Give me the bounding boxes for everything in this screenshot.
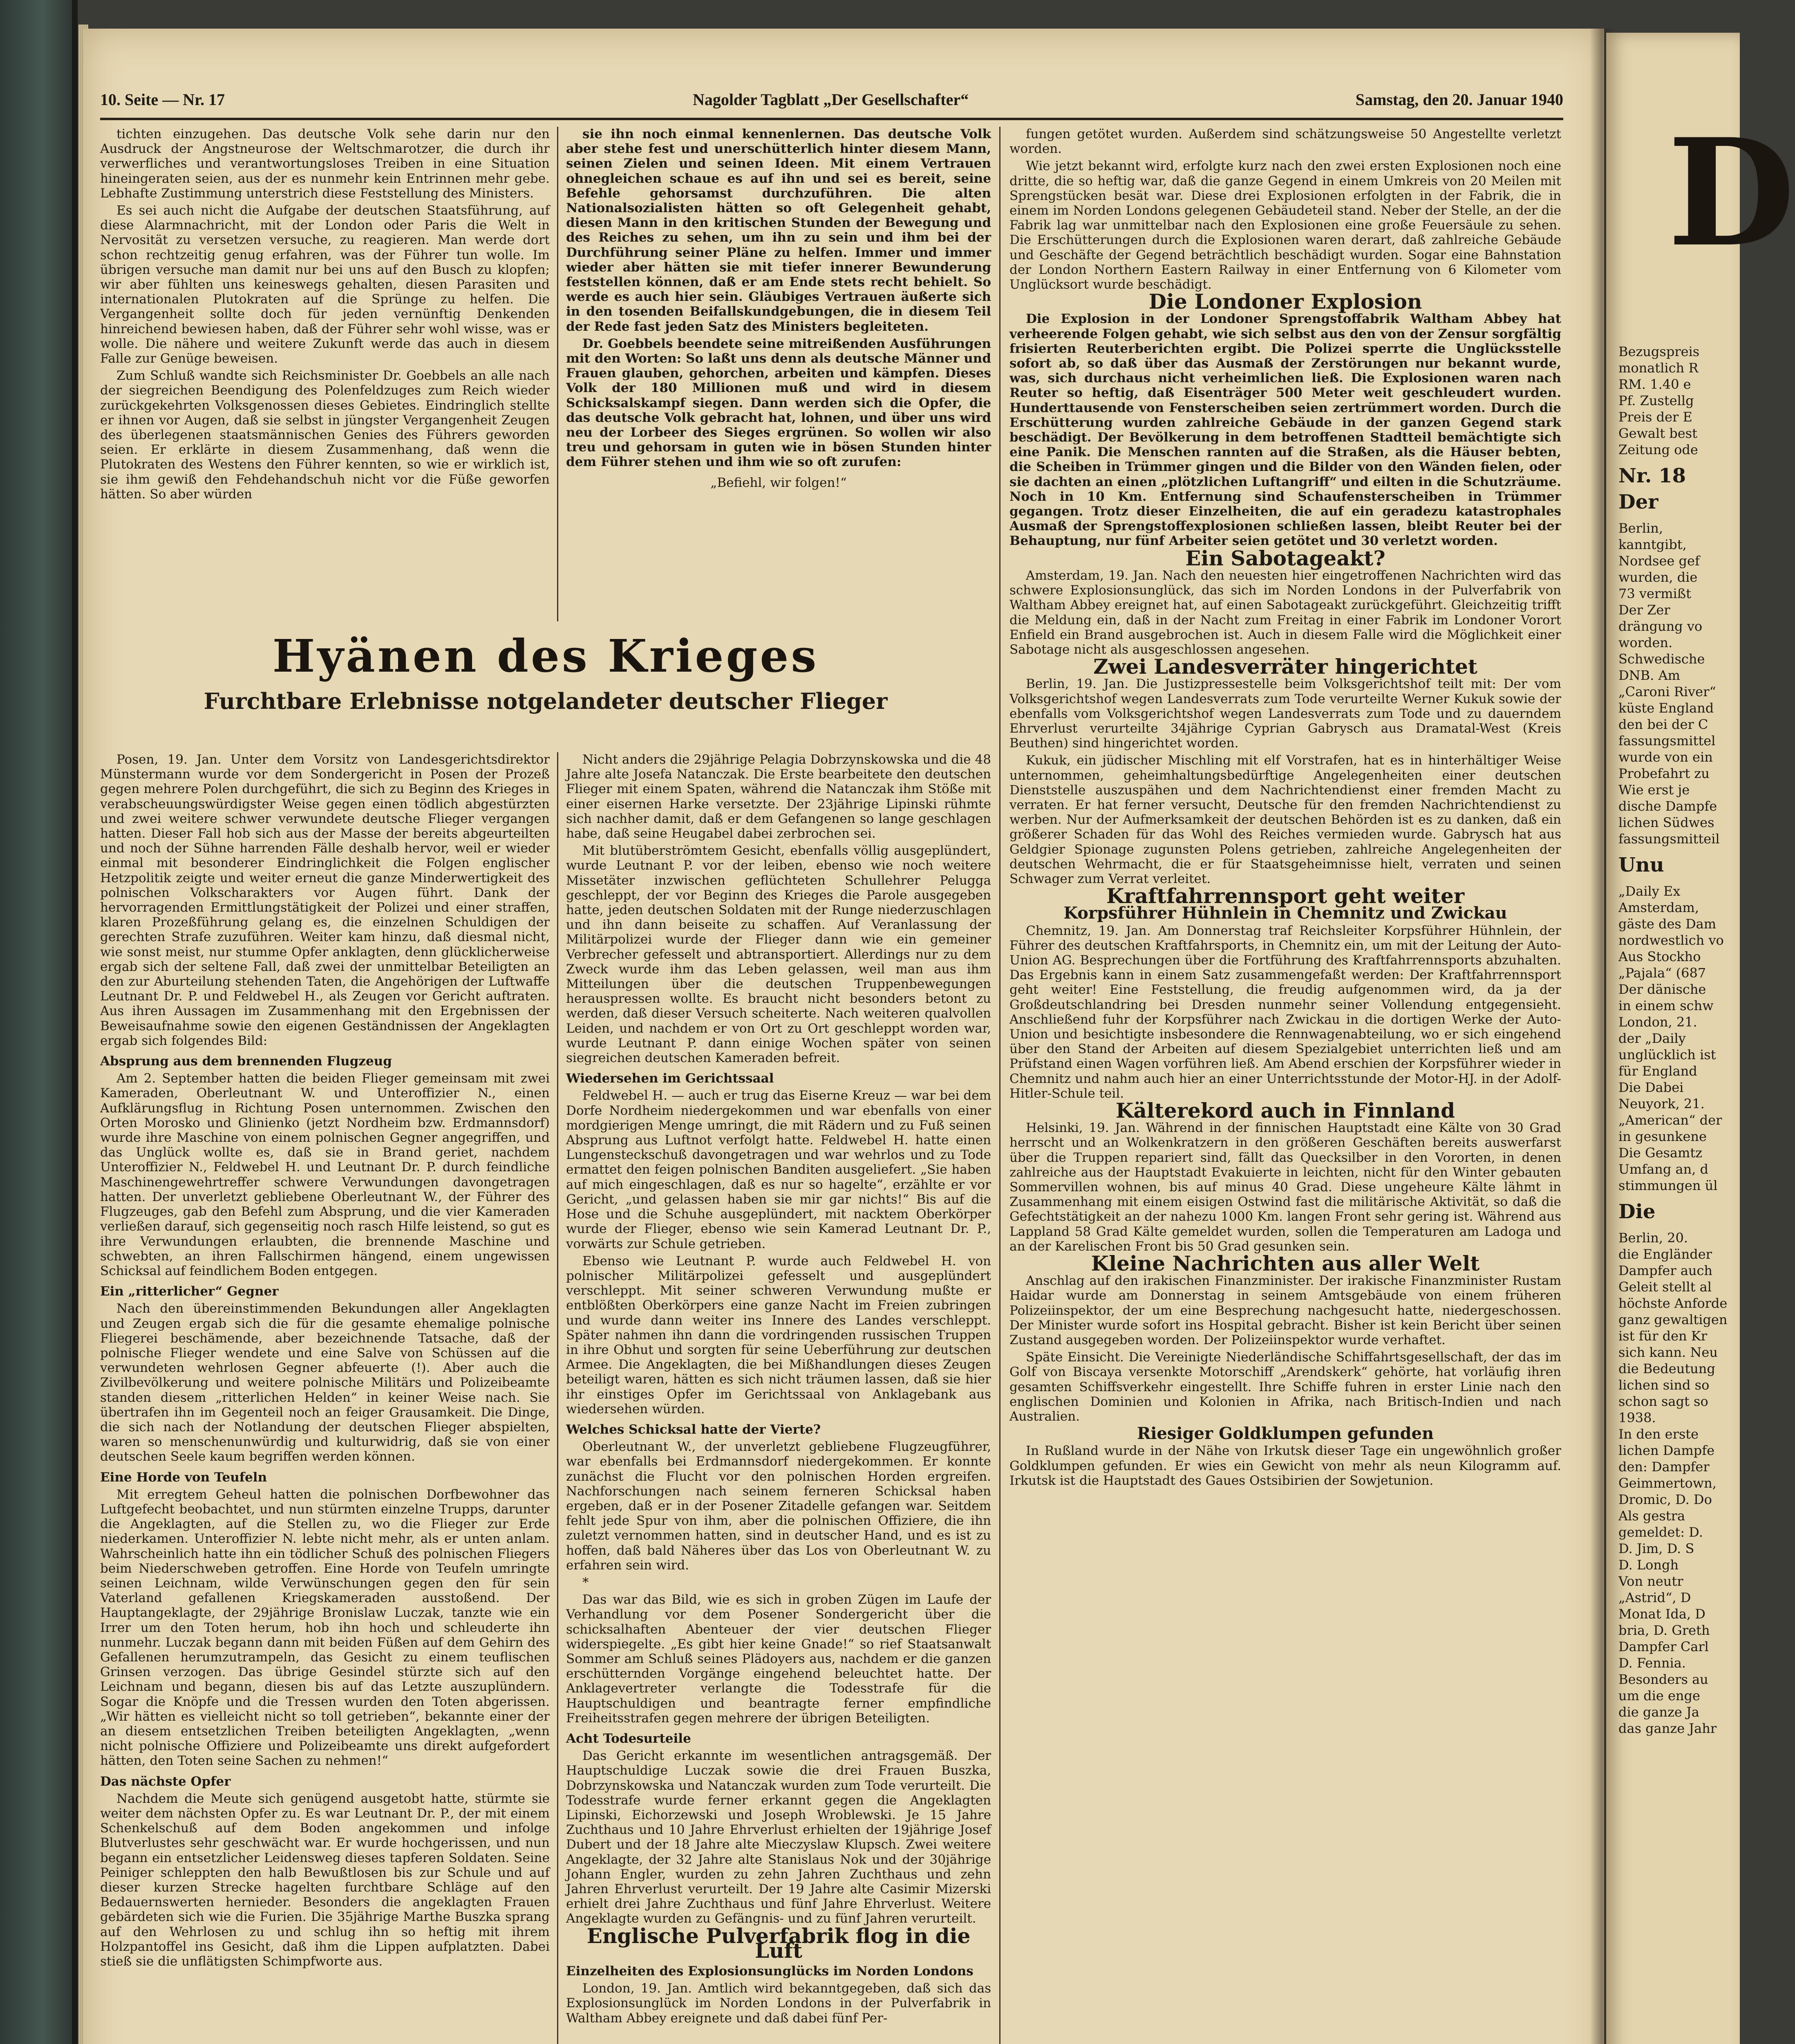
adjacent-text-line: Probefahrt zu bbox=[1618, 766, 1710, 781]
adjacent-text-line: Dampfer Carl bbox=[1618, 1639, 1709, 1654]
adjacent-page-text bbox=[1618, 343, 1727, 1737]
column-divider bbox=[557, 127, 558, 621]
adjacent-text-line: worden. bbox=[1618, 635, 1673, 650]
adjacent-text-line: Amsterdam, bbox=[1618, 900, 1699, 915]
section-subheading: Welches Schicksal hatte der Vierte? bbox=[566, 1422, 821, 1437]
article-paragraph: Posen, 19. Jan. Unter dem Vorsitz von Landesgerichtsdirektor Münstermann wurde vor dem Sondergericht in Posen der Prozeß gegen mehrere Polen durchgeführt, die sich zu Beginn des Krieges in verabscheuungswürdigster Weise gegen einen tödlich abgestürzten und zwei weitere schwer verwundete deutsche Flieger vergangen hatten. Dieser Fall hob sich aus der Masse der bereits abgeurteilten und noch der Sühne harrenden Fälle deshalb hervor, weil er wieder einmal mit besonderer Eindringlichkeit die Folgen englischer Hetzpolitik zeigte und weiter erneut die ganze Minderwertigkeit des polnischen Volkscharakters vor Augen führt. Dank der hervorragenden Ermittlungstätigkeit der Polizei und einer straffen, klaren Prozeßführung gelang es, die einzelnen Schuldigen der gerechten Strafe zuzuführen. Weiter kam hinzu, daß diesmal nicht, wie sonst meist, nur stumme Opfer anklagten, denn glücklicherweise ergab sich der seltene Fall, daß zwei der unmittelbar Beteiligten an den zur Aburteilung stehenden Taten, die Angehörigen der Luftwaffe Leutnant Dr. P. und Feldwebel H., als Zeugen vor Gericht auftraten. Aus ihren Aussagen im Zusammenhang mit den Ergebnissen der Beweisaufnahme sowie den eigenen Geständnissen der Angeklagten ergab sich folgendes Bild: bbox=[100, 752, 550, 1048]
section-heading: Kälterekord auch in Finnland bbox=[1115, 1098, 1455, 1123]
adjacent-text-line: „Astrid“, D bbox=[1618, 1590, 1691, 1605]
adjacent-text-line: Preis der E bbox=[1618, 409, 1692, 425]
adjacent-text-line: Nr. 18 bbox=[1618, 464, 1686, 487]
adjacent-text-line: die ganze Ja bbox=[1618, 1704, 1699, 1720]
article-paragraph: Späte Einsicht. Die Vereinigte Niederländische Schiffahrtsgesellschaft, der das im Golf von Biscaya versenkte Motorschiff „Arendskerk“ gehörte, hat vorläufig ihren gesamten Schiffsverkehr eingestellt. Ihre Schiffe fuhren in erster Linie nach den englischen Dominien und Kolonien in Afrika, nach Britisch-Indien und nach Australien. bbox=[1009, 1350, 1561, 1424]
article-paragraph: Am 2. September hatten die beiden Flieger gemeinsam mit zwei Kameraden, Oberleutnant W. und Unteroffizier N., einen Aufklärungsflug in Richtung Posen unternommen. Zwischen den Orten Morosko und Glinienko (jetzt Nordheim bzw. Erdmannsdorf) wurde ihre Maschine von einem polnischen Gegner angegriffen, und das Unglück wollte es, daß sie in Brand geriet, nachdem Unteroffizier N., Feldwebel H. und Leutnant Dr. P. durch feindliche Maschinengewehrtreffer schwere Verwundungen davongetragen hatten. Der unverletzt gebliebene Oberleutnant W., der Führer des Flugzeuges, gab den Befehl zum Absprung, und die vier Kameraden verließen darauf, sich gegenseitig noch rasch Hilfe leistend, so gut es ihre Verwundungen erlaubten, die brennende Maschine und schwebten, an ihren Fallschirmen hängend, einem ungewissen Schicksal auf feindlichem Boden entgegen. bbox=[100, 1071, 550, 1278]
article-paragraph: In Rußland wurde in der Nähe von Irkutsk dieser Tage ein ungewöhnlich großer Goldklumpen gefunden. Er wies ein Gewicht von mehr als neun Kilogramm auf. Irkutsk ist die Hauptstadt des Gaues Ostsibirien der Sowjetunion. bbox=[1009, 1443, 1561, 1488]
adjacent-text-line: „Caroni River“ bbox=[1618, 684, 1716, 699]
section-subheading: Acht Todesurteile bbox=[566, 1731, 691, 1746]
adjacent-masthead-letter: D bbox=[1667, 106, 1795, 279]
adjacent-text-line: den bei der C bbox=[1618, 717, 1708, 732]
column-1-bottom bbox=[100, 752, 550, 2044]
article-paragraph: tichten einzugehen. Das deutsche Volk sehe darin nur den Ausdruck der Angstneurose der Weltschmarotzer, die durch ihr verwerfliches und verantwortungsloses Treiben in eine Situation hineingeraten seien, aus der es nunmehr kein Entrinnen mehr gebe. Lebhafte Zustimmung unterstrich diese Feststellung des Ministers. bbox=[100, 127, 550, 201]
adjacent-text-line: RM. 1.40 e bbox=[1618, 377, 1691, 392]
adjacent-page-fragment bbox=[1606, 33, 1795, 2044]
headline-subtitle: Furchtbare Erlebnisse notgelandeter deutscher Flieger bbox=[204, 688, 888, 714]
section-heading: Die Londoner Explosion bbox=[1148, 289, 1422, 314]
article-paragraph: Die Explosion in der Londoner Sprengstoffabrik Waltham Abbey hat verheerende Folgen gehabt, wie sich selbst aus den von der Zensur sorgfältig frisierten Reuterberichten ergibt. Die Polizei sperrte die Unglücksstelle sofort ab, so daß über das Ausmaß der Zerstörungen nur bekannt wurde, was, sich durchaus nicht verheimlichen ließ. Die Explosionen waren nach Reuter so heftig, daß Eisenträger 500 Meter weit geschleudert wurden. Hunderttausende von Fensterscheiben seien zertrümmert worden. Durch die Erschütterung wurden zahlreiche Gebäude in der ganzen Gegend stark beschädigt. Der Bevölkerung in dem betroffenen Stadtteil bemächtigte sich eine Panik. Die Menschen rannten auf die Straßen, als die Häuser bebten, die Scheiben in Trümmer gingen und die Bilder von den Wänden fielen, oder sie dachten an einen „plötzlichen Luftangriff“ und eilten in die Schutzräume. Noch in 10 Km. Entfernung sind Schaufensterscheiben in Trümmer gegangen. Trotz dieser Einzelheiten, die auf ein geradezu katastrophales Ausmaß der Sprengstoffexplosionen schließen lassen, bleibt Reuter bei der Behauptung, nur fünf Arbeiter seien getötet und 30 verletzt worden. bbox=[1009, 312, 1561, 549]
section-subheading: Ein „ritterlicher“ Gegner bbox=[100, 1284, 279, 1299]
adjacent-text-line: Die Gesamtz bbox=[1618, 1145, 1703, 1161]
adjacent-text-line: Der Zer bbox=[1618, 602, 1670, 618]
adjacent-text-line: Als gestra bbox=[1618, 1508, 1685, 1524]
article-paragraph: Berlin, 19. Jan. Die Justizpressestelle beim Volksgerichtshof teilt mit: Der vom Volksgerichtshof wegen Landesverrats zum Tode verurteilte Werner Kukuk sowie der ebenfalls vom Volksgerichtshof wegen Landesverrats zum Tode und zu dauerndem Ehrverlust verurteilte 34jährige Cyprian Gabrysch aus Dramatal-West (Kreis Beuthen) sind hingerichtet worden. bbox=[1009, 677, 1561, 751]
adjacent-text-line: höchste Anforde bbox=[1618, 1295, 1728, 1311]
adjacent-text-line: Dampfer auch bbox=[1618, 1263, 1713, 1278]
adjacent-text-line: Wie erst je bbox=[1618, 782, 1690, 798]
article-paragraph: Nach den übereinstimmenden Bekundungen aller Angeklagten und Zeugen ergab sich die für die gesamte ehemalige polnische Fliegerei beschämende, aber bezeichnende Tatsache, daß der polnische Flieger wendete und eine Salve von Schüssen auf die verwundeten wehrlosen Gegner abfeuerte (!). Aber auch die Zivilbevölkerung und weitere polnische Militärs und Polizeibeamte standen diesem „ritterlichen Helden“ in keiner Weise nach. Sie übertrafen ihn im Gegenteil noch an feiger Grausamkeit. Die Dinge, die sich nach der Notlandung der deutschen Flieger abspielten, waren so menschenunwürdig und kulturwidrig, daß sie von einer deutschen Seele kaum begriffen werden können. bbox=[100, 1301, 550, 1464]
article-paragraph: Nicht anders die 29jährige Pelagia Dobrzynskowska und die 48 Jahre alte Josefa Natanczak. Die Erste bearbeitete den deutschen Flieger mit einem Spaten, während die Natanczak ihm Stöße mit einer eisernen Harke versetzte. Der 23jährige Lipinski rühmte sich nachher damit, daß er dem Gefangenen so lange geschlagen habe, daß seine Heugabel dabei zerbrochen sei. bbox=[566, 752, 991, 841]
article-paragraph: Wie jetzt bekannt wird, erfolgte kurz nach den zwei ersten Explosionen noch eine dritte, die so heftig war, daß die ganze Gegend in einem Umkreis von 20 Meilen mit Sprengstücken besät war. Diese drei Explosionen erfolgten in der Fabrik, die in einem im Norden Londons gelegenen Gebäudeteil stand. Neber der Stelle, an der die Fabrik lag war unmittelbar nach den Explosionen eine große Feuersäule zu sehen. Die Erschütterungen durch die Explosionen waren derart, daß zahlreiche Gebäude und Geschäfte der Gegend beträchtlich beschädigt wurden. Sogar eine Bahnstation der London Northern Eastern Railway in einer Entfernung von 6 Kilometer vom Unglücksort wurde beschädigt. bbox=[1009, 159, 1561, 292]
adjacent-text-line: gäste des Dam bbox=[1618, 916, 1717, 932]
section-subheading: Wiedersehen im Gerichtssaal bbox=[566, 1071, 774, 1086]
article-paragraph: Mit erregtem Geheul hatten die polnischen Dorfbewohner das Luftgefecht beobachtet, und nun stürmten einzelne Trupps, darunter die Angeklagten, auf die Stellen zu, wo die Flieger zur Erde niederkamen. Unteroffizier N. lebte nicht mehr, als er unten anlam. Wahrscheinlich hatte ihn ein tödlicher Schuß des polnischen Fliegers beim Niederschweben getroffen. Eine Horde von Teufeln umringte seinen Leichnam, wilde Verwünschungen gegen den für sein Vaterland gefallenen Kriegskameraden ausstoßend. Der Hauptangeklagte, der 29jährige Bronislaw Luczak, tanzte wie ein Irrer um den Toten herum, hob ihn hoch und schleuderte ihn nunmehr. Luczak begann dann mit beiden Füßen auf dem Gehirn des Gefallenen herumzutrampeln, das Gesicht zu einem teuflischen Grinsen verzogen. Das übrige Gesindel stürzte sich auf den Leichnam und begann, diesen bis auf das Letzte auszuplündern. Sogar die Knöpfe und die Tressen wurden den Toten abgerissen. „Wir hätten es vielleicht nicht so toll getrieben“, bekannte einer der an diesem entsetzlichen Treiben beteiligten Angeklagten, „wenn nicht polnische Offiziere und Polizeibeamte uns direkt aufgefordert hätten, den Toten seine Sachen zu nehmen!“ bbox=[100, 1487, 550, 1768]
article-paragraph: Dr. Goebbels beendete seine mitreißenden Ausführungen mit den Worten: So laßt uns denn als deutsche Männer und Frauen glauben, gehorchen, arbeiten und kämpfen. Dieses Volk der 180 Millionen muß und wird in diesem Schicksalskampf siegen. Dann werden sich die Opfer, die das deutsche Volk gebracht hat, lohnen, und über uns wird neu der Lorbeer des Sieges ergrünen. So wollen wir also treu und gehorsam in guten wie in bösen Stunden hinter dem Führer stehen und ihm wie so oft zurufen: bbox=[566, 336, 991, 470]
adjacent-text-line: die Bedeutung bbox=[1618, 1361, 1715, 1376]
adjacent-text-line: den: Dampfer bbox=[1618, 1459, 1710, 1475]
adjacent-text-line: fassungsmitteil bbox=[1618, 831, 1720, 847]
adjacent-text-line: Neuyork, 21. bbox=[1618, 1096, 1705, 1112]
adjacent-text-line: ist für den Kr bbox=[1618, 1328, 1708, 1344]
adjacent-text-line: 73 vermißt bbox=[1618, 586, 1692, 601]
article-paragraph: Helsinki, 19. Jan. Während in der finnischen Hauptstadt eine Kälte von 30 Grad herrscht und an Wolkenkratzern in den größeren Geschäften bereits auswerfarst über die Truppen repariert sind, fällt das Quecksilber in den Vororten, in denen zahlreiche aus der Hauptstadt Evakuierte in leichten, nicht für den Winter gebauten Sommervillen wohnen, bis auf minus 40 Grad. Diese ungeheure Kälte lähmt in Zusammenhang mit einem eisigen Ostwind fast die militärische Aktivität, so daß die Gefechtstätigkeit an der nahezu 1000 Km. langen Front sehr gering ist. Während aus Lappland 58 Grad Kälte gemeldet wurden, sollen die Temperaturen am Ladoga und an der Karelischen Front bis 50 Grad gesunken sein. bbox=[1009, 1121, 1561, 1254]
adjacent-text-line: in gesunkene bbox=[1618, 1129, 1707, 1144]
adjacent-text-line: Der dänische bbox=[1618, 982, 1706, 997]
adjacent-text-line: lichen Südwes bbox=[1618, 815, 1714, 830]
article-paragraph: Nachdem die Meute sich genügend ausgetobt hatte, stürmte sie weiter dem nächsten Opfer zu. Es war Leutnant Dr. P., der mit einem Schenkelschuß auf dem Boden angekommen und infolge Blutverlustes sehr geschwächt war. Er wurde hochgerissen, und nun begann ein entsetzlicher Leidensweg dieses tapferen Soldaten. Seine Peiniger schleppten den halb Bewußtlosen bis zur Schule und auf dieser kurzen Strecke hagelten furchtbare Schläge auf den Bedauernswerten hernieder. Besonders die angeklagten Frauen gebärdeten sich wie die Furien. Die 35jährige Marthe Buszka sprang auf den Wehrlosen zu und schlug ihn so heftig mit ihrem Holzpantoffel ins Gesicht, daß ihm die Lippen aufplatzten. Dabei stieß sie die unflätigsten Schimpfworte aus. bbox=[100, 1791, 550, 1969]
adjacent-text-line: monatlich R bbox=[1618, 360, 1699, 376]
article-paragraph: fungen getötet wurden. Außerdem sind schätzungsweise 50 Angestellte verletzt worden. bbox=[1009, 127, 1561, 157]
adjacent-text-line: Die Dabei bbox=[1618, 1080, 1684, 1095]
section-subheading: Riesiger Goldklumpen gefunden bbox=[1137, 1424, 1434, 1443]
adjacent-text-line: gemeldet: D. bbox=[1618, 1524, 1703, 1540]
adjacent-text-line: 1938. bbox=[1618, 1410, 1656, 1425]
adjacent-text-line: für England bbox=[1618, 1063, 1697, 1079]
header-rule bbox=[100, 118, 1563, 120]
adjacent-text-line: D. Longh bbox=[1618, 1557, 1679, 1573]
adjacent-text-line: sich kann. Neu bbox=[1618, 1345, 1718, 1360]
article-paragraph: Feldwebel H. — auch er trug das Eiserne Kreuz — war bei dem Dorfe Nordheim niedergekommen und war ebenfalls von einer mordgierigen Menge umringt, die mit Rädern und zu Fuß seinen Absprung aus Luftnot verfolgt hatte. Feldwebel H. hatte einen Lungensteckschuß davongetragen und war wehrlos und zu Tode ermattet den feigen polnischen Banditen ausgeliefert. „Sie haben auf mich eingeschlagen, daß es nur so hagelte“, erzählte er vor Gericht, „und gelassen haben sie mir gar nichts!“ Bis auf die Hose und die Schuhe ausgeplündert, mit nacktem Oberkörper wurde der Flieger, ebenso wie sein Kamerad Leutnant Dr. P., vorwärts zur Schule getrieben. bbox=[566, 1088, 991, 1251]
headline-main: Hyänen des Krieges bbox=[272, 630, 819, 682]
section-heading: Zwei Landesverräter hingerichtet bbox=[1093, 654, 1477, 679]
column-3 bbox=[1009, 127, 1561, 2044]
header-paper-name: Nagolder Tagblatt „Der Gesellschafter“ bbox=[693, 90, 969, 109]
column-divider bbox=[557, 752, 558, 2044]
adjacent-text-line: unglücklich ist bbox=[1618, 1047, 1716, 1062]
article-paragraph: Amsterdam, 19. Jan. Nach den neuesten hier eingetroffenen Nachrichten wird das schwere Explosionsunglück, das sich im Norden Londons in der Pulverfabrik von Waltham Abbey ereignet hat, auf einen Sabotageakt zurückgeführt. Gleichzeitig trifft die Meldung ein, daß in der Nacht zum Freitag in einer Fabrik im Londoner Vorort Enfield ein Brand ausgebrochen ist. Auch in diesem Falle wird die Möglichkeit einer Sabotage nicht als ausgeschlossen angesehen. bbox=[1009, 568, 1561, 657]
adjacent-text-line: bria, D. Greth bbox=[1618, 1623, 1710, 1638]
adjacent-text-line: lichen sind so bbox=[1618, 1377, 1710, 1393]
adjacent-text-line: stimmungen ül bbox=[1618, 1178, 1718, 1193]
section-subheading: Eine Horde von Teufeln bbox=[100, 1470, 267, 1485]
adjacent-text-line: D. Fennia. bbox=[1618, 1655, 1686, 1671]
section-subheading: Das nächste Opfer bbox=[100, 1774, 231, 1789]
article-paragraph: „Befiehl, wir folgen!“ bbox=[710, 475, 847, 490]
adjacent-text-line: In den erste bbox=[1618, 1426, 1699, 1442]
article-paragraph: Ebenso wie Leutnant P. wurde auch Feldwebel H. von polnischer Militärpolizei gefesselt und ausgeplündert verschleppt. Mit seiner schweren Verwundung mußte er entblößten Oberkörpers eine ganze Nacht im Freien zubringen und wurde dann weiter ins Innere des Landes verschleppt. Später nahmen ihn dann die vordringenden russischen Truppen in ihre Obhut und sorgten für seine Ueberführung zur deutschen Armee. Die Angeklagten, die bei Mißhandlungen dieses Zeugen beteiligt waren, hätten es sich nicht träumen lassen, daß sie hier ihr einstiges Opfer im Gerichtssaal von Anklagebank aus wiedersehen würden. bbox=[566, 1253, 991, 1416]
adjacent-text-line: London, 21. bbox=[1618, 1014, 1697, 1030]
adjacent-text-line: wurde von ein bbox=[1618, 749, 1713, 765]
article-paragraph: * bbox=[582, 1575, 589, 1590]
article-paragraph: Zum Schluß wandte sich Reichsminister Dr. Goebbels an alle nach der siegreichen Beendigung des Polenfeldzuges zum Reich wieder zurückgekehrten Volksgenossen dieses Gebietes. Eindringlich stellte er ihnen vor Augen, daß sie selbst in jüngster Vergangenheit Zeugen des überlegenen staatsmännischen Genies des Führers geworden seien. Er erklärte in diesem Zusammenhang, daß wenn die Plutokraten des Westens den Führer kennten, so wie er wirklich ist, sie ihm gewiß den Fehdehandschuh nicht vor die Füße geworfen hätten. So aber würden bbox=[100, 368, 550, 502]
article-paragraph: Mit blutüberströmtem Gesicht, ebenfalls völlig ausgeplündert, wurde Leutnant P. vor der leiben, ebenso wie noch weitere Missetäter inzwischen geflüchteten Schullehrer Pelugga geschleppt, der vor Beginn des Krieges die Parole ausgegeben hatte, jeden deutschen Soldaten mit der Runge niederzuschlagen und ihn dann beiseite zu schaffen. Auf Veranlassung der Militärpolizei wurde der Flieger dann wie ein gemeiner Verbrecher gefesselt und abtransportiert. Allerdings nur zu dem Zweck wurde ihm das Leben gelassen, weil man aus ihm Mitteilungen über die deutschen Truppenbewegungen herauspressen wollte. Es braucht nicht besonders betont zu werden, daß dieser Versuch scheiterte. Nach weiteren qualvollen Leiden, und nachdem er von Ort zu Ort geschleppt worden war, wurde Leutnant P. dann einige Wochen später von seinen siegreichen deutschen Kameraden befreit. bbox=[566, 843, 991, 1066]
adjacent-text-line: die Engländer bbox=[1618, 1246, 1712, 1262]
adjacent-text-line: wurden, die bbox=[1618, 569, 1698, 585]
article-paragraph: Es sei auch nicht die Aufgabe der deutschen Staatsführung, auf diese Alarmnachricht, mit der London oder Paris die Welt in Nervosität zu versetzen versuche, zu reagieren. Man werde dort schon rechtzeitig genug erfahren, was der Führer tun wolle. Im übrigen versuche man damit nur bei uns auf den Busch zu klopfen; wir aber fühlten uns keineswegs gehalten, diesen Parasiten und internationalen Plutokraten auf die Sprünge zu helfen. Die Vergangenheit sollte doch für jeden vernünftig Denkenden hinreichend bewiesen haben, daß der Führer sehr wohl wisse, was er wolle. Die nähere und weitere Zukunft werde das auch in diesem Falle zur Genüge beweisen. bbox=[100, 203, 550, 366]
adjacent-text-line: ganz gewaltigen bbox=[1618, 1312, 1728, 1327]
article-paragraph: Das war das Bild, wie es sich in groben Zügen im Laufe der Verhandlung vor dem Posener Sondergericht über die schicksalhaften Abenteuer der vier deutschen Flieger widerspiegelte. „Es gibt hier keine Gnade!“ so rief Staatsanwalt Sommer am Schluß seines Plädoyers aus, nachdem er die ganzen erschütternden Vorgänge eingehend beleuchtet hatte. Der Anklagevertreter verlangte die Todesstrafe für die Hauptschuldigen und beantragte ferner empfindliche Freiheitsstrafen gegen mehrere der übrigen Beteiligten. bbox=[566, 1592, 991, 1726]
headline-block bbox=[100, 630, 991, 744]
column-2-bottom bbox=[566, 752, 991, 2044]
article-paragraph: London, 19. Jan. Amtlich wird bekanntgegeben, daß sich das Explosionsunglück im Norden Londons in der Pulverfabrik in Waltham Abbey ereignete und daß dabei fünf Per- bbox=[566, 1981, 991, 2026]
adjacent-text-line: Aus Stockho bbox=[1618, 949, 1701, 964]
adjacent-text-line: Besonders au bbox=[1618, 1672, 1708, 1687]
section-heading: Englische Pulverfabrik flog in die Luft bbox=[586, 1923, 971, 1963]
adjacent-text-line: Pf. Zustellg bbox=[1618, 393, 1694, 408]
column-1-top bbox=[100, 127, 550, 625]
header-date: Samstag, den 20. Januar 1940 bbox=[1355, 90, 1563, 109]
adjacent-text-line: das ganze Jahr bbox=[1618, 1721, 1717, 1736]
adjacent-text-line: drängung vo bbox=[1618, 619, 1703, 634]
adjacent-text-line: kanntgibt, bbox=[1618, 537, 1687, 552]
adjacent-text-line: Schwedische bbox=[1618, 651, 1705, 667]
adjacent-text-line: DNB. Am bbox=[1618, 668, 1680, 683]
adjacent-text-line: Geimmertown, bbox=[1618, 1475, 1717, 1491]
adjacent-text-line: Der bbox=[1618, 491, 1658, 513]
article-paragraph: Oberleutnant W., der unverletzt gebliebene Flugzeugführer, war ebenfalls bei Erdmannsdorf niedergekommen. Er konnte zunächst die Flucht vor den polnischen Horden ergreifen. Nachforschungen nach seinem ferneren Schicksal haben ergeben, daß er in der Posener Zitadelle gefangen war. Seitdem fehlt jede Spur von ihm, aber die polnischen Offiziere, die ihn zuletzt vernommen hatten, sind in deutscher Hand, und es ist zu hoffen, daß bald Näheres über das Los von Oberleutnant W. zu erfahren sein wird. bbox=[566, 1439, 991, 1573]
column-2-top bbox=[566, 127, 991, 625]
adjacent-text-line: Zeitung ode bbox=[1618, 442, 1698, 457]
article-paragraph: sie ihn noch einmal kennenlernen. Das deutsche Volk aber stehe fest und unerschütterlich hinter diesem Mann, seinen Zielen und seinen Ideen. Mit einem Vertrauen ohnegleichen schaue es auf ihn und sei es bereit, seine Befehle gehorsamst durchzuführen. Die alten Nationalsozialisten hätten so oft Gelegenheit gehabt, diesen Mann in den kritischen Stunden der Bewegung und des Reiches zu sehen, um ihn zu sein und ihm bei der Durchführung seiner Pläne zu helfen. Immer und immer wieder aber hätten sie mit tiefer innerer Bewunderung feststellen können, daß er am Ende stets recht behielt. So werde es auch hier sein. Gläubiges Vertrauen äußerte sich in den tosenden Beifallskundgebungen, die in diesem Teil der Rede fast jeden Satz des Ministers begleiteten. bbox=[566, 127, 991, 334]
newspaper-page bbox=[84, 29, 1604, 2044]
adjacent-text-line: lichen Dampfe bbox=[1618, 1443, 1715, 1458]
adjacent-text-line: küste England bbox=[1618, 700, 1714, 716]
section-subheading: Korpsführer Hühnlein in Chemnitz und Zwickau bbox=[1063, 903, 1507, 923]
adjacent-text-line: um die enge bbox=[1618, 1688, 1700, 1703]
section-heading: Kraftfahrrennsport geht weiter bbox=[1106, 884, 1465, 908]
adjacent-text-line: Dromic, D. Do bbox=[1618, 1492, 1712, 1507]
section-heading: Kleine Nachrichten aus aller Welt bbox=[1091, 1251, 1480, 1276]
section-heading: Ein Sabotageakt? bbox=[1185, 546, 1385, 570]
article-paragraph: Kukuk, ein jüdischer Mischling mit elf Vorstrafen, hat es in hinterhältiger Weise unternommen, geheimhaltungsbedürftige Angelegenheiten einer deutschen Dienststelle auszuspähen und dem Nachrichtendienst einer fremden Macht zu verraten. Er hat ferner versucht, Deutsche für den fremden Nachrichtendienst zu werben. Nur der Aufmerksamkeit der deutschen Behörden ist es zu danken, daß ein größerer Schaden für das Wohl des Reiches vermieden wurde. Gabrysch hat aus Geldgier Spionage zugunsten Polens getrieben, zahlreiche Angelegenheiten der deutschen Wehrmacht, die er für Staatsgeheimnisse hielt, verraten und seinen Schwager zum Verrat verleitet. bbox=[1009, 753, 1561, 886]
adjacent-text-line: schon sagt so bbox=[1618, 1394, 1708, 1409]
adjacent-text-line: fassungsmittel bbox=[1618, 733, 1716, 749]
adjacent-text-line: nordwestlich vo bbox=[1618, 932, 1724, 948]
adjacent-text-line: „Daily Ex bbox=[1618, 883, 1681, 899]
adjacent-text-line: Gewalt best bbox=[1618, 426, 1697, 441]
article-paragraph: Chemnitz, 19. Jan. Am Donnerstag traf Reichsleiter Korpsführer Hühnlein, der Führer des deutschen Kraftfahrsports, in Chemnitz ein, um mit der Leitung der Auto-Union AG. Besprechungen über die Fortführung des Kraftfahrrennsports abzuhalten. Das Ergebnis kann in einem Satz zusammengefaßt werden: Der Kraftfahrrennsport geht weiter! Eine Feststellung, die freudig aufgenommen wird, da ja der Großdeutschlandring bei Dresden nunmehr seiner Vollendung entgegensieht. Anschließend fuhr der Korpsführer nach Zwickau in die dortigen Werke der Auto-Union und besichtigte insbesondere die Rennwagenabteilung, wo er sich eingehend über den Stand der Arbeiten auf diesem Spezialgebiet unterrichten ließ und am Prüfstand einen Wagen vorführen ließ. Am Abend erschien der Korpsführer wieder in Chemnitz und nahm auch hier an einer Unterrichtsstunde der Motor-HJ. in der Adolf-Hitler-Schule teil. bbox=[1009, 923, 1561, 1101]
adjacent-text-line: Umfang an, d bbox=[1618, 1161, 1709, 1177]
column-divider bbox=[999, 127, 1000, 2044]
adjacent-text-line: Berlin, bbox=[1618, 520, 1663, 536]
header-page-number: 10. Seite — Nr. 17 bbox=[100, 90, 225, 109]
adjacent-text-line: Monat Ida, D bbox=[1618, 1606, 1705, 1622]
section-subheading: Absprung aus dem brennenden Flugzeug bbox=[100, 1054, 392, 1069]
page-header bbox=[100, 90, 1563, 114]
adjacent-text-line: D. Jim, D. S bbox=[1618, 1541, 1694, 1556]
book-binding bbox=[0, 0, 78, 2044]
adjacent-text-line: „American“ der bbox=[1618, 1112, 1722, 1128]
adjacent-text-line: in einem schw bbox=[1618, 998, 1714, 1013]
adjacent-text-line: Berlin, 20. bbox=[1618, 1230, 1688, 1246]
adjacent-text-line: Unu bbox=[1618, 854, 1664, 876]
adjacent-text-line: Bezugspreis bbox=[1618, 344, 1700, 359]
adjacent-text-line: Die bbox=[1618, 1200, 1656, 1223]
article-paragraph: Anschlag auf den irakischen Finanzminister. Der irakische Finanzminister Rustam Haidar wurde am Donnerstag in seinem Amtsgebäude von einem früheren Polizeiinspektor, der um eine Besprechung nachgesucht hatte, niedergeschossen. Der Minister wurde sofort ins Hospital gebracht. Bisher ist kein Bericht über seinen Zustand ausgegeben worden. Der Polizeiinspektor wurde verhaftet. bbox=[1009, 1273, 1561, 1348]
adjacent-text-line: dische Dampfe bbox=[1618, 798, 1717, 814]
section-subheading: Einzelheiten des Explosionsunglücks im Norden Londons bbox=[566, 1964, 974, 1979]
adjacent-text-line: „Pajala“ (687 bbox=[1618, 965, 1706, 981]
adjacent-text-line: Nordsee gef bbox=[1618, 553, 1700, 569]
adjacent-text-line: Geleit stellt al bbox=[1618, 1279, 1712, 1295]
adjacent-text-line: Von neutr bbox=[1618, 1573, 1683, 1589]
adjacent-text-line: der „Daily bbox=[1618, 1031, 1686, 1046]
article-paragraph: Das Gericht erkannte im wesentlichen antragsgemäß. Der Hauptschuldige Luczak sowie die drei Frauen Buszka, Dobrzynskowska und Natanczak wurden zum Tode verurteilt. Die Todesstrafe wurde ferner erkannt gegen die Angeklagten Lipinski, Eichorzewski und Joseph Wroblewski. Je 15 Jahre Zuchthaus und 10 Jahre Ehrverlust erhielten der 19jährige Josef Dubert und der 18 Jahre alte Mieczyslaw Klupsch. Zwei weitere Angeklagte, der 32 Jahre alte Stanislaus Nok und der 30jährige Johann Engler, wurden zu zehn Jahren Zuchthaus und zehn Jahren Ehrverlust verurteilt. Der 19 Jahre alte Casimir Mizerski erhielt drei Jahre Zuchthaus und fünf Jahre Ehrverlust. Weitere Angeklagte wurden zu Gefängnis- und zu fünf Jahren verurteilt. bbox=[566, 1748, 991, 1926]
